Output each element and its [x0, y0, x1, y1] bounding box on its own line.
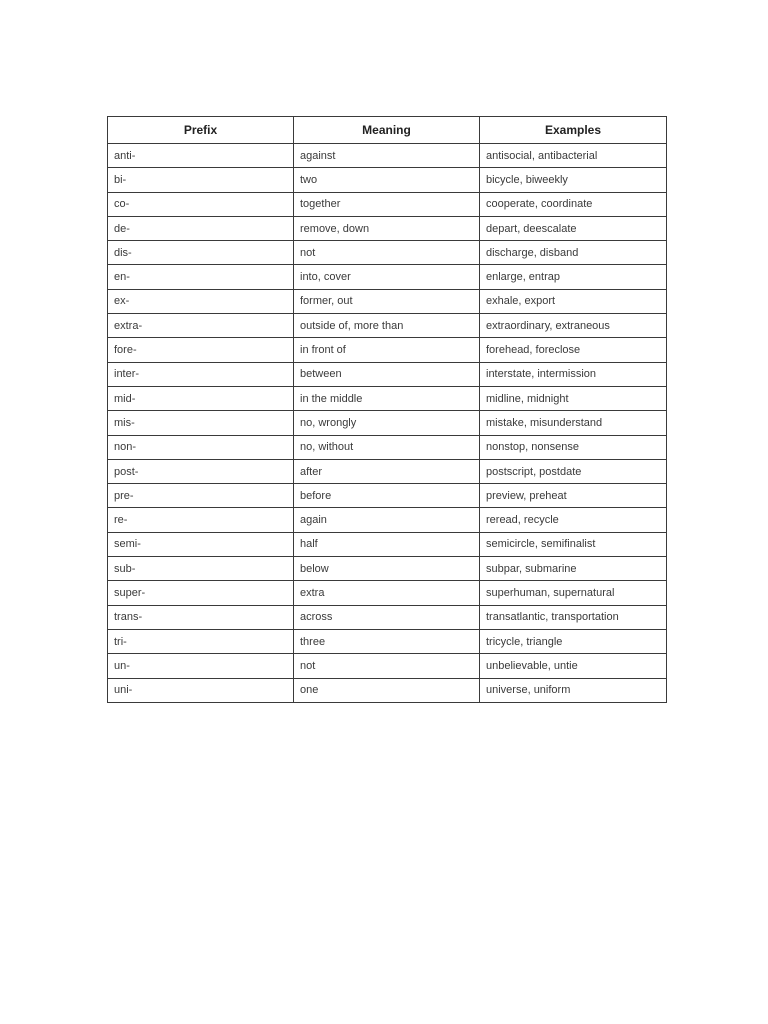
- table-row: [108, 435, 667, 459]
- table-row: [108, 241, 667, 265]
- examples-cell: semicircle, semifinalist: [480, 532, 667, 556]
- meaning-cell: in the middle: [294, 386, 480, 410]
- table-row: [108, 459, 667, 483]
- meaning-cell: remove, down: [294, 216, 480, 240]
- meaning-cell: two: [294, 168, 480, 192]
- meaning-cell: in front of: [294, 338, 480, 362]
- table-row: [108, 192, 667, 216]
- examples-cell: forehead, foreclose: [480, 338, 667, 362]
- meaning-cell: between: [294, 362, 480, 386]
- table-body: [108, 144, 667, 703]
- table-row: [108, 654, 667, 678]
- examples-cell: discharge, disband: [480, 241, 667, 265]
- prefix-cell: semi-: [108, 532, 294, 556]
- prefix-cell: non-: [108, 435, 294, 459]
- prefix-cell: extra-: [108, 314, 294, 338]
- table-row: [108, 265, 667, 289]
- examples-cell: reread, recycle: [480, 508, 667, 532]
- meaning-cell: not: [294, 654, 480, 678]
- table-row: [108, 678, 667, 702]
- table-header-row: [108, 117, 667, 144]
- table-row: [108, 557, 667, 581]
- examples-cell: postscript, postdate: [480, 459, 667, 483]
- prefix-cell: pre-: [108, 484, 294, 508]
- prefix-cell: anti-: [108, 144, 294, 168]
- meaning-cell: outside of, more than: [294, 314, 480, 338]
- meaning-cell: three: [294, 629, 480, 653]
- prefix-cell: mid-: [108, 386, 294, 410]
- meaning-cell: together: [294, 192, 480, 216]
- prefix-cell: un-: [108, 654, 294, 678]
- meaning-cell: no, wrongly: [294, 411, 480, 435]
- examples-cell: transatlantic, transportation: [480, 605, 667, 629]
- table-row: [108, 216, 667, 240]
- meaning-cell: one: [294, 678, 480, 702]
- table-row: [108, 386, 667, 410]
- meaning-cell: half: [294, 532, 480, 556]
- header-meaning: Meaning: [294, 117, 480, 144]
- examples-cell: enlarge, entrap: [480, 265, 667, 289]
- meaning-cell: not: [294, 241, 480, 265]
- examples-cell: extraordinary, extraneous: [480, 314, 667, 338]
- header-prefix: Prefix: [108, 117, 294, 144]
- prefix-cell: dis-: [108, 241, 294, 265]
- meaning-cell: into, cover: [294, 265, 480, 289]
- table-row: [108, 484, 667, 508]
- prefix-cell: uni-: [108, 678, 294, 702]
- table-row: [108, 629, 667, 653]
- examples-cell: subpar, submarine: [480, 557, 667, 581]
- examples-cell: superhuman, supernatural: [480, 581, 667, 605]
- prefix-cell: co-: [108, 192, 294, 216]
- prefix-cell: inter-: [108, 362, 294, 386]
- prefix-cell: super-: [108, 581, 294, 605]
- prefix-cell: re-: [108, 508, 294, 532]
- meaning-cell: across: [294, 605, 480, 629]
- table-row: [108, 168, 667, 192]
- examples-cell: bicycle, biweekly: [480, 168, 667, 192]
- table-row: [108, 605, 667, 629]
- table-row: [108, 362, 667, 386]
- examples-cell: tricycle, triangle: [480, 629, 667, 653]
- examples-cell: unbelievable, untie: [480, 654, 667, 678]
- examples-cell: preview, preheat: [480, 484, 667, 508]
- header-examples: Examples: [480, 117, 667, 144]
- prefix-cell: bi-: [108, 168, 294, 192]
- prefix-cell: de-: [108, 216, 294, 240]
- prefix-cell: trans-: [108, 605, 294, 629]
- examples-cell: nonstop, nonsense: [480, 435, 667, 459]
- table-row: [108, 144, 667, 168]
- examples-cell: cooperate, coordinate: [480, 192, 667, 216]
- examples-cell: universe, uniform: [480, 678, 667, 702]
- prefix-cell: sub-: [108, 557, 294, 581]
- meaning-cell: below: [294, 557, 480, 581]
- table-row: [108, 338, 667, 362]
- examples-cell: interstate, intermission: [480, 362, 667, 386]
- meaning-cell: extra: [294, 581, 480, 605]
- prefix-cell: tri-: [108, 629, 294, 653]
- examples-cell: antisocial, antibacterial: [480, 144, 667, 168]
- meaning-cell: no, without: [294, 435, 480, 459]
- prefix-cell: ex-: [108, 289, 294, 313]
- prefix-table: [107, 116, 667, 703]
- table-row: [108, 532, 667, 556]
- table-row: [108, 289, 667, 313]
- prefix-cell: fore-: [108, 338, 294, 362]
- examples-cell: mistake, misunderstand: [480, 411, 667, 435]
- table-row: [108, 581, 667, 605]
- examples-cell: exhale, export: [480, 289, 667, 313]
- prefix-cell: post-: [108, 459, 294, 483]
- meaning-cell: after: [294, 459, 480, 483]
- meaning-cell: again: [294, 508, 480, 532]
- meaning-cell: former, out: [294, 289, 480, 313]
- prefix-cell: en-: [108, 265, 294, 289]
- prefix-cell: mis-: [108, 411, 294, 435]
- meaning-cell: before: [294, 484, 480, 508]
- meaning-cell: against: [294, 144, 480, 168]
- examples-cell: depart, deescalate: [480, 216, 667, 240]
- table-row: [108, 314, 667, 338]
- examples-cell: midline, midnight: [480, 386, 667, 410]
- table-row: [108, 411, 667, 435]
- table-row: [108, 508, 667, 532]
